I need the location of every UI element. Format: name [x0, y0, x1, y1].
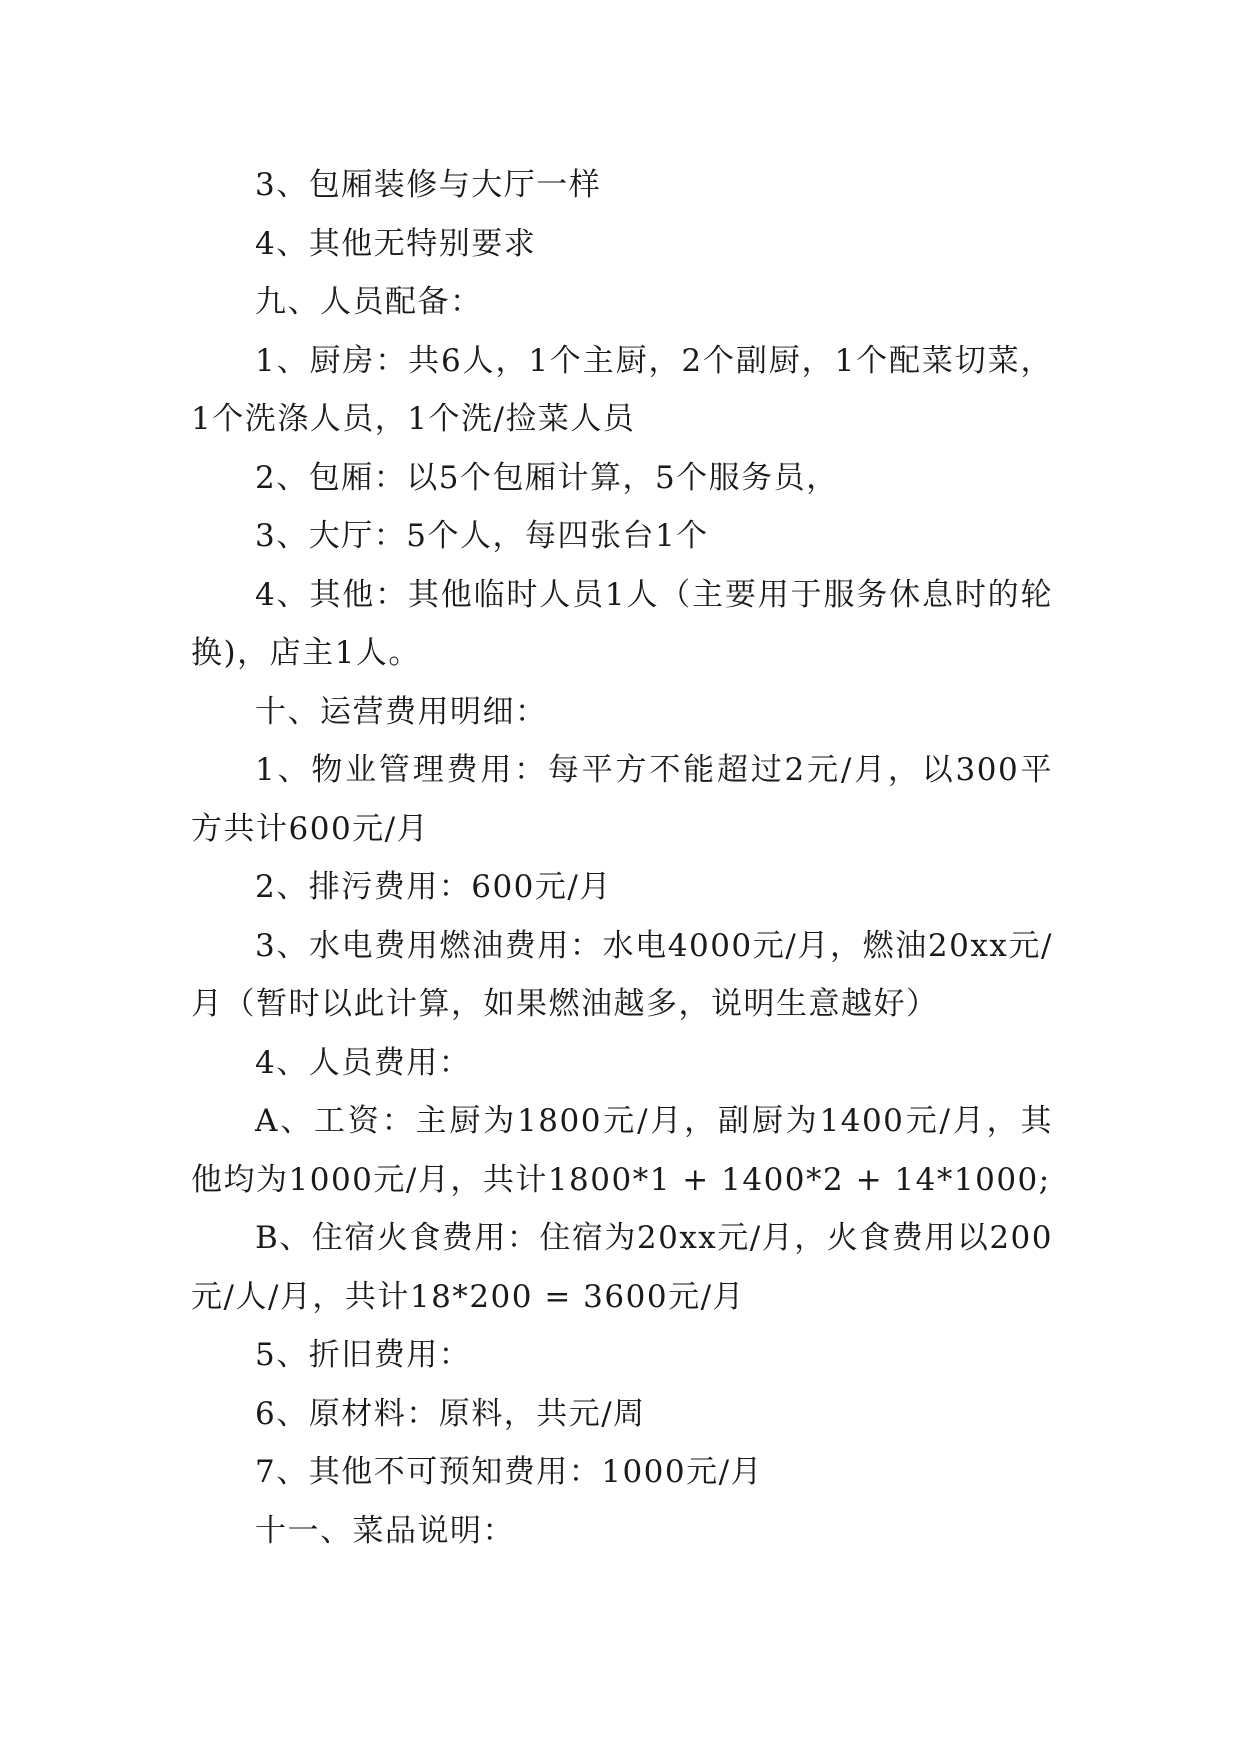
paragraph: 1、厨房：共6人，1个主厨，2个副厨，1个配菜切菜，1个洗涤人员，1个洗/捡菜人员	[191, 342, 1053, 437]
paragraph: 1、物业管理费用：每平方不能超过2元/月，以300平方共计600元/月	[191, 752, 1053, 847]
paragraph: 3、大厅：5个人，每四张台1个	[255, 518, 709, 554]
paragraph: 3、包厢装修与大厅一样	[255, 167, 602, 203]
section-heading: 九、人员配备：	[255, 284, 483, 320]
paragraph: 4、人员费用：	[255, 1044, 472, 1081]
paragraph: 7、其他不可预知费用：1000元/月	[255, 1454, 764, 1490]
document-body	[191, 156, 1053, 1560]
section-heading: 十、运营费用明细：	[255, 693, 548, 730]
paragraph: 2、排污费用：600元/月	[255, 869, 612, 905]
paragraph: 2、包厢：以5个包厢计算，5个服务员，	[255, 459, 839, 496]
paragraph: 4、其他：其他临时人员1人（主要用于服务休息时的轮换)，店主1人。	[191, 576, 1053, 671]
paragraph: 3、水电费用燃油费用：水电4000元/月，燃油20xx元/月（暂时以此计算，如果燃油越多，说明生意越好）	[191, 927, 1053, 1022]
paragraph: 5、折旧费用：	[255, 1337, 472, 1373]
section-heading: 十一、菜品说明：	[255, 1512, 515, 1549]
paragraph: 4、其他无特别要求	[255, 225, 537, 262]
paragraph: B、住宿火食费用：住宿为20xx元/月，火食费用以200元/人/月，共计18*200 = 3600元/月	[191, 1220, 1053, 1315]
paragraph: A、工资：主厨为1800元/月，副厨为1400元/月，其他均为1000元/月，共计1800*1 + 1400*2 + 14*1000;	[191, 1103, 1053, 1198]
paragraph: 6、原材料：原料，共元/周	[255, 1395, 646, 1432]
